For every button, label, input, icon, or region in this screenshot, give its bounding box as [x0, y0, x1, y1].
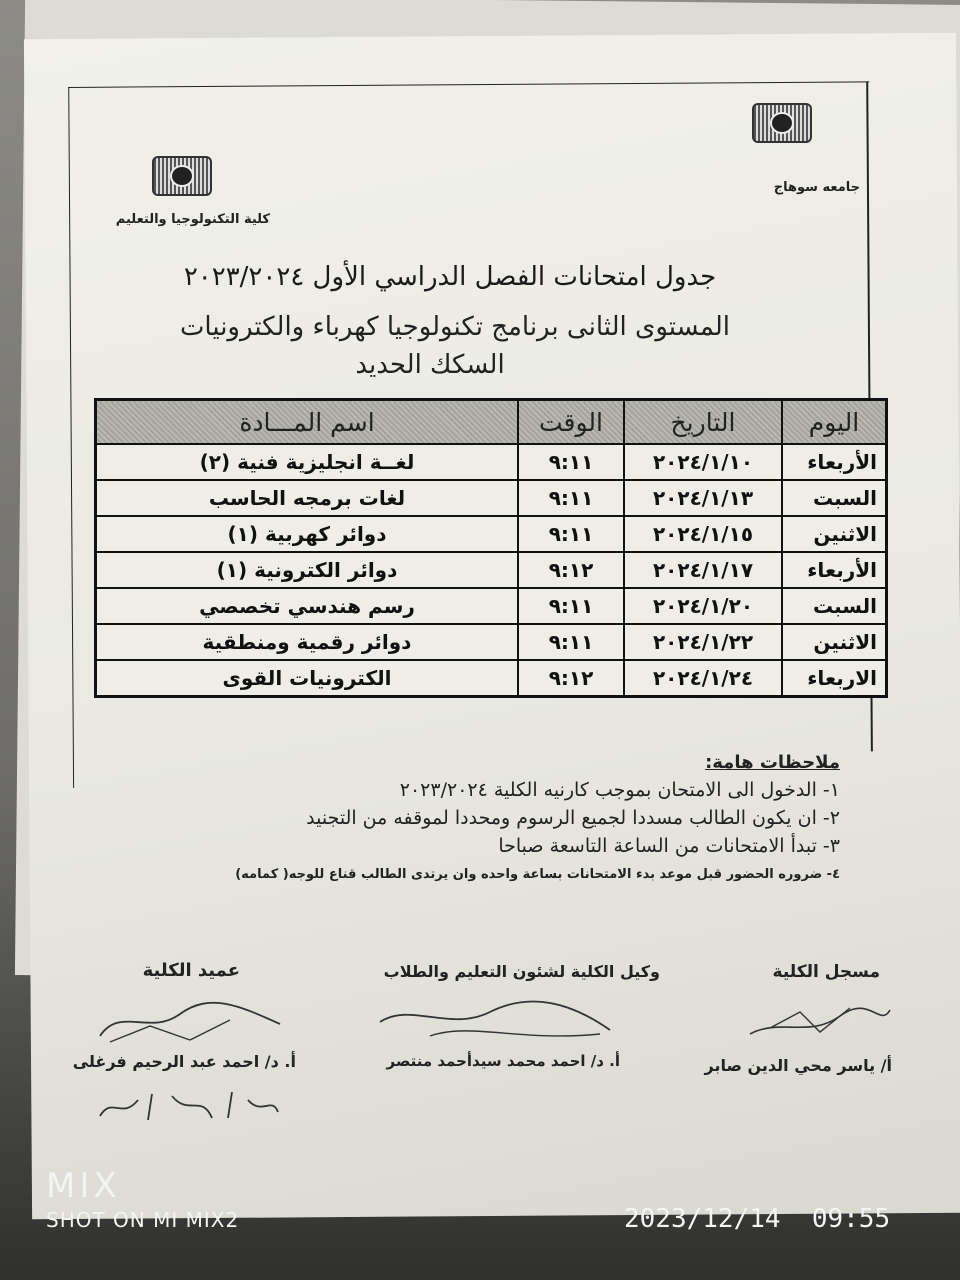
col-header-subject: اسم المـــادة — [96, 400, 519, 445]
dean-signature — [90, 996, 290, 1048]
cell-subject: رسم هندسي تخصصي — [96, 588, 519, 624]
registrar-signature — [740, 998, 900, 1048]
cell-day: السبت — [782, 480, 887, 516]
note-item: ٢- ان يكون الطالب مسددا لجميع الرسوم ومحددا لموقفه من التجنيد — [306, 807, 840, 829]
cell-date: ٢٠٢٤/١/٢٤ — [624, 660, 782, 697]
cell-date: ٢٠٢٤/١/١٠ — [624, 444, 782, 480]
table-header-row — [96, 400, 887, 445]
note-item: ٣- تبدأ الامتحانات من الساعة التاسعة صباحا — [498, 835, 840, 857]
faculty-name: كلية التكنولوجيا والتعليم — [115, 212, 270, 227]
program-subtitle: المستوى الثانى برنامج تكنولوجيا كهرباء والكترونيات — [179, 312, 730, 342]
vice-dean-name: أ. د/ احمد محمد سيدأحمد منتصر — [386, 1052, 620, 1070]
cell-subject: دوائر رقمية ومنطقية — [96, 624, 519, 660]
cell-time: ٩:١١ — [518, 444, 624, 480]
notes-heading: ملاحظات هامة: — [705, 752, 840, 773]
registrar-name: أ/ ياسر محي الدين صابر — [704, 1056, 892, 1075]
table-row — [96, 588, 887, 624]
cell-time: ٩:١٢ — [518, 552, 624, 588]
exam-schedule-table — [94, 398, 888, 698]
cell-subject: دوائر الكترونية (١) — [96, 552, 519, 588]
watermark-device: SHOT ON MI MIX2 — [46, 1208, 240, 1232]
note-item: ٤- ضروره الحضور قبل موعد بدء الامتحانات بساعة واحده وان يرتدى الطالب قناع للوجه( كمامه) — [235, 867, 840, 882]
table-row — [96, 480, 887, 516]
cell-date: ٢٠٢٤/١/١٥ — [624, 516, 782, 552]
cell-time: ٩:١١ — [518, 624, 624, 660]
cell-date: ٢٠٢٤/١/١٧ — [624, 552, 782, 588]
vice-dean-signature — [370, 992, 620, 1052]
dean-title: عميد الكلية — [142, 960, 240, 981]
table-row — [96, 660, 887, 697]
col-header-date: التاريخ — [624, 400, 782, 445]
cell-date: ٢٠٢٤/١/٢٠ — [624, 588, 782, 624]
cell-day: الاثنين — [782, 624, 887, 660]
watermark-brand: MIX — [46, 1166, 121, 1206]
faculty-logo — [152, 156, 212, 196]
notes-section — [160, 752, 840, 882]
page-title: جدول امتحانات الفصل الدراسي الأول ٢٠٢٣/٢٠٢٤ — [183, 262, 717, 292]
table-row — [96, 444, 887, 480]
cell-time: ٩:١١ — [518, 588, 624, 624]
registrar-title: مسجل الكلية — [772, 962, 880, 982]
cell-subject: لغات برمجه الحاسب — [96, 480, 519, 516]
note-item: ١- الدخول الى الامتحان بموجب كارنيه الكلية ٢٠٢٣/٢٠٢٤ — [399, 779, 840, 801]
cell-date: ٢٠٢٤/١/٢٢ — [624, 624, 782, 660]
cell-time: ٩:١١ — [518, 480, 624, 516]
col-header-day: اليوم — [782, 400, 887, 445]
cell-time: ٩:١٢ — [518, 660, 624, 697]
dean-handwritten-date — [92, 1086, 282, 1126]
watermark-timestamp: 2023/12/14 09:55 — [624, 1204, 891, 1234]
track-subtitle: السكك الحديد — [355, 350, 505, 380]
vice-dean-title: وكيل الكلية لشئون التعليم والطلاب — [383, 962, 660, 981]
table-row — [96, 516, 887, 552]
university-name: جامعه سوهاج — [773, 180, 860, 195]
cell-day: الأربعاء — [782, 552, 887, 588]
cell-time: ٩:١١ — [518, 516, 624, 552]
cell-day: السبت — [782, 588, 887, 624]
cell-date: ٢٠٢٤/١/١٣ — [624, 480, 782, 516]
cell-day: الاربعاء — [782, 660, 887, 697]
university-logo — [752, 103, 812, 143]
cell-subject: لغــة انجليزية فنية (٢) — [96, 444, 519, 480]
cell-day: الاثنين — [782, 516, 887, 552]
table-row — [96, 552, 887, 588]
cell-subject: الكترونيات القوى — [96, 660, 519, 697]
cell-subject: دوائر كهربية (١) — [96, 516, 519, 552]
col-header-time: الوقت — [518, 400, 624, 445]
table-row — [96, 624, 887, 660]
cell-day: الأربعاء — [782, 444, 887, 480]
dean-name: أ. د/ احمد عبد الرحيم فرغلى — [72, 1052, 296, 1071]
